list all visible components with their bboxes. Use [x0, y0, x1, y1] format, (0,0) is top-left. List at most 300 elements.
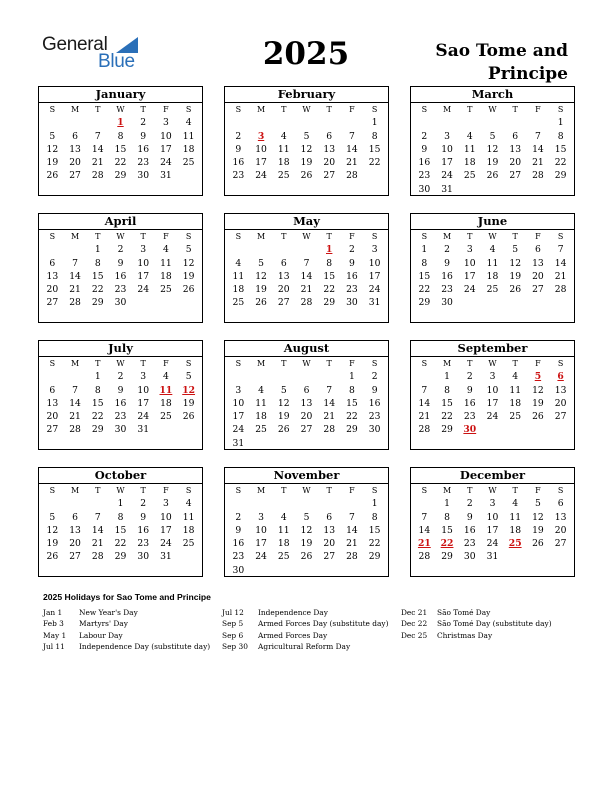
- day-cell: 12: [255, 270, 267, 282]
- day-cell: 15: [346, 397, 358, 409]
- empty-cell: [341, 497, 364, 510]
- empty-cell: [250, 116, 273, 129]
- day-cell: 5: [512, 244, 519, 256]
- empty-cell: [413, 370, 436, 383]
- day-cell: 11: [486, 257, 499, 269]
- holiday-date: Jul 12: [222, 608, 244, 617]
- weekday-header: S: [371, 359, 378, 368]
- day-cell: 25: [463, 170, 476, 182]
- day-grid: [225, 230, 388, 310]
- day-cell: 17: [486, 397, 499, 409]
- day-cell: 4: [489, 244, 496, 256]
- day-cell: 18: [277, 157, 290, 169]
- day-cell: 2: [421, 130, 428, 142]
- day-cell: 28: [346, 170, 358, 182]
- weekday-header: F: [349, 232, 355, 241]
- day-cell: 28: [69, 424, 81, 436]
- empty-cell: [318, 116, 341, 129]
- weekday-header: S: [235, 232, 242, 241]
- day-cell: 29: [91, 297, 104, 309]
- month-name: January: [39, 87, 202, 103]
- day-cell: 23: [232, 551, 245, 563]
- holiday-name: Independence Day (substitute day): [79, 641, 211, 651]
- day-cell: 18: [182, 524, 195, 536]
- month-november: [224, 467, 389, 577]
- day-cell: 25: [509, 411, 522, 423]
- day-cell: 8: [117, 511, 124, 523]
- day-cell: 27: [323, 170, 336, 182]
- day-cell: 16: [114, 397, 127, 409]
- day-grid: [39, 357, 202, 437]
- day-cell: 18: [160, 397, 172, 409]
- weekday-header: W: [116, 105, 125, 114]
- day-cell: 13: [323, 143, 336, 155]
- day-cell: 3: [444, 130, 450, 142]
- day-cell: 9: [421, 143, 428, 155]
- day-cell: 17: [255, 157, 267, 169]
- holiday-name: Labour Day: [79, 630, 123, 640]
- empty-cell: [295, 497, 318, 510]
- weekday-header: W: [116, 486, 125, 495]
- day-cell: 1: [348, 371, 355, 383]
- day-cell: 23: [368, 411, 381, 423]
- logo-word-blue: Blue: [98, 51, 135, 72]
- day-cell: 13: [300, 397, 313, 409]
- day-cell: 14: [532, 143, 544, 155]
- day-cell: 18: [463, 157, 476, 169]
- weekday-header: T: [467, 486, 473, 495]
- day-cell: 5: [185, 244, 192, 256]
- weekday-header: T: [512, 232, 518, 241]
- day-cell: 10: [137, 257, 150, 269]
- day-cell: 15: [368, 524, 381, 536]
- day-cell: 17: [232, 411, 245, 423]
- month-may: [224, 213, 389, 323]
- day-cell: 1: [371, 117, 378, 129]
- empty-cell: [272, 497, 295, 510]
- day-cell: 21: [346, 538, 358, 550]
- day-cell: 17: [368, 270, 381, 282]
- day-cell: 26: [300, 551, 313, 563]
- day-cell: 28: [91, 170, 104, 182]
- weekday-header: F: [349, 359, 355, 368]
- day-cell: 26: [182, 284, 195, 296]
- day-cell: 10: [486, 384, 499, 396]
- holiday-row: [43, 641, 210, 652]
- day-cell: 11: [509, 511, 522, 523]
- day-cell: 24: [368, 284, 381, 296]
- day-cell: 18: [277, 538, 290, 550]
- day-cell: 24: [463, 284, 476, 296]
- weekday-header: W: [302, 232, 311, 241]
- day-cell: 12: [300, 143, 313, 155]
- day-cell: 10: [160, 130, 172, 142]
- weekday-header: T: [281, 105, 287, 114]
- day-cell: 14: [69, 270, 81, 282]
- day-cell: 14: [346, 143, 358, 155]
- day-cell: 29: [554, 170, 567, 182]
- day-cell: 20: [532, 270, 544, 282]
- day-cell: 6: [72, 511, 78, 523]
- day-cell: 12: [46, 524, 59, 536]
- day-cell: 16: [463, 397, 476, 409]
- day-cell: 21: [300, 284, 313, 296]
- day-cell: 27: [323, 551, 336, 563]
- day-cell: 22: [418, 284, 431, 296]
- weekday-header: T: [281, 359, 287, 368]
- day-cell: 2: [466, 371, 473, 383]
- day-cell: 13: [69, 143, 81, 155]
- weekday-header: M: [442, 105, 452, 114]
- day-cell: 17: [463, 270, 476, 282]
- day-cell: 23: [114, 284, 127, 296]
- day-cell: 23: [232, 170, 245, 182]
- day-cell: 20: [46, 411, 59, 423]
- day-cell: 7: [348, 130, 355, 142]
- empty-cell: [86, 497, 109, 510]
- month-october: [38, 467, 203, 577]
- day-cell: 14: [418, 524, 431, 536]
- day-cell: 21: [69, 284, 81, 296]
- day-cell: 24: [441, 170, 453, 182]
- day-cell: 6: [280, 257, 287, 269]
- day-cell: 22: [346, 411, 358, 423]
- empty-cell: [227, 243, 250, 256]
- day-cell: 28: [300, 297, 313, 309]
- empty-cell: [272, 243, 295, 256]
- day-cell: 27: [300, 424, 313, 436]
- weekday-header: S: [185, 232, 192, 241]
- weekday-header: S: [185, 359, 192, 368]
- day-cell: 24: [486, 411, 499, 423]
- day-cell: 25: [160, 284, 172, 296]
- empty-cell: [64, 243, 87, 256]
- day-grid: [225, 103, 388, 183]
- empty-cell: [41, 497, 64, 510]
- day-cell: 14: [91, 143, 104, 155]
- day-cell: 21: [91, 157, 104, 169]
- weekday-header: T: [95, 486, 101, 495]
- day-cell: 10: [255, 143, 267, 155]
- day-cell: 7: [557, 244, 564, 256]
- day-cell: 28: [346, 551, 358, 563]
- day-cell: 3: [371, 244, 378, 256]
- day-cell: 22: [114, 157, 127, 169]
- day-cell: 4: [235, 257, 242, 269]
- weekday-header: S: [421, 232, 428, 241]
- weekday-header: S: [235, 359, 242, 368]
- day-cell: 30: [114, 424, 127, 436]
- weekday-header: T: [326, 105, 332, 114]
- holiday-name: Independence Day: [258, 608, 328, 617]
- holiday-row: [222, 618, 388, 629]
- empty-cell: [413, 497, 436, 510]
- day-cell: 9: [466, 511, 473, 523]
- month-name: June: [411, 214, 574, 230]
- day-cell: 12: [532, 511, 544, 523]
- day-cell: 7: [94, 511, 101, 523]
- holiday-column: [43, 607, 210, 652]
- day-cell: 4: [162, 371, 169, 383]
- holidays-title: 2025 Holidays for Sao Tome and Principe: [43, 592, 211, 602]
- day-cell: 10: [368, 257, 381, 269]
- weekday-header: W: [302, 486, 311, 495]
- month-name: December: [411, 468, 574, 484]
- day-cell: 23: [346, 284, 358, 296]
- day-cell: 10: [160, 511, 172, 523]
- day-cell: 8: [371, 511, 378, 523]
- day-cell: 20: [323, 157, 336, 169]
- weekday-header: T: [512, 105, 518, 114]
- day-cell: 7: [421, 511, 428, 523]
- day-cell: 22: [91, 284, 104, 296]
- holiday-name: Christmas Day: [437, 630, 493, 640]
- day-grid: [39, 230, 202, 310]
- day-grid: [411, 357, 574, 437]
- day-cell: 13: [509, 143, 522, 155]
- day-cell: 17: [486, 524, 499, 536]
- day-cell: 2: [444, 244, 450, 256]
- day-cell: 24: [255, 170, 267, 182]
- weekday-header: W: [302, 359, 311, 368]
- weekday-header: S: [557, 232, 564, 241]
- day-cell: 12: [277, 397, 290, 409]
- day-cell: 26: [46, 170, 59, 182]
- day-cell: 27: [69, 170, 81, 182]
- holiday-date: Sep 30: [222, 641, 248, 651]
- month-name: April: [39, 214, 202, 230]
- holiday-day-cell: 6: [557, 371, 564, 383]
- weekday-header: T: [326, 232, 332, 241]
- holiday-date: Sep 5: [222, 619, 244, 629]
- weekday-header: S: [49, 232, 56, 241]
- day-cell: 15: [554, 143, 567, 155]
- day-cell: 27: [46, 424, 59, 436]
- day-cell: 6: [326, 511, 333, 523]
- weekday-header: T: [467, 359, 473, 368]
- day-cell: 31: [368, 297, 381, 309]
- day-cell: 19: [46, 157, 59, 169]
- day-cell: 19: [300, 157, 313, 169]
- empty-cell: [64, 116, 87, 129]
- holiday-row: [43, 618, 210, 629]
- day-cell: 31: [137, 424, 150, 436]
- day-cell: 18: [509, 524, 522, 536]
- day-cell: 9: [371, 384, 378, 396]
- day-cell: 7: [72, 257, 78, 269]
- day-cell: 3: [466, 244, 473, 256]
- day-cell: 5: [303, 511, 310, 523]
- day-cell: 23: [463, 538, 476, 550]
- day-cell: 4: [512, 498, 519, 510]
- day-cell: 24: [137, 411, 150, 423]
- day-grid: [225, 357, 388, 450]
- day-cell: 10: [441, 143, 453, 155]
- empty-cell: [436, 116, 459, 129]
- day-cell: 22: [368, 157, 381, 169]
- day-cell: 12: [532, 384, 544, 396]
- holiday-day-cell: 3: [257, 130, 265, 142]
- holiday-date: Jan 1: [43, 608, 63, 617]
- day-cell: 22: [368, 538, 381, 550]
- day-cell: 16: [137, 143, 150, 155]
- holiday-day-cell: 21: [417, 538, 431, 550]
- day-cell: 18: [182, 143, 195, 155]
- day-cell: 11: [463, 143, 476, 155]
- holiday-day-cell: 1: [117, 117, 124, 129]
- day-cell: 4: [258, 384, 264, 396]
- day-cell: 8: [94, 257, 101, 269]
- month-name: September: [411, 341, 574, 357]
- weekday-header: T: [467, 105, 473, 114]
- holiday-row: [401, 618, 552, 629]
- day-cell: 23: [441, 284, 453, 296]
- empty-cell: [527, 116, 550, 129]
- day-cell: 2: [466, 498, 473, 510]
- day-cell: 11: [182, 511, 195, 523]
- day-cell: 13: [323, 524, 336, 536]
- weekday-header: S: [371, 105, 378, 114]
- weekday-header: F: [535, 105, 541, 114]
- day-cell: 8: [117, 130, 124, 142]
- weekday-header: S: [421, 105, 428, 114]
- day-cell: 7: [72, 384, 78, 396]
- holiday-row: [401, 630, 552, 641]
- day-cell: 2: [371, 371, 378, 383]
- day-cell: 15: [114, 524, 127, 536]
- day-cell: 29: [441, 424, 453, 436]
- day-cell: 19: [532, 524, 544, 536]
- weekday-header: T: [326, 359, 332, 368]
- day-cell: 20: [69, 538, 81, 550]
- day-cell: 10: [486, 511, 499, 523]
- weekday-header: W: [116, 359, 125, 368]
- weekday-header: F: [535, 486, 541, 495]
- day-cell: 9: [140, 130, 147, 142]
- month-name: August: [225, 341, 388, 357]
- weekday-header: S: [185, 105, 192, 114]
- day-cell: 7: [534, 130, 541, 142]
- weekday-header: W: [488, 105, 497, 114]
- day-grid: [225, 484, 388, 577]
- day-cell: 21: [69, 411, 81, 423]
- day-cell: 24: [255, 551, 267, 563]
- day-cell: 1: [444, 371, 450, 383]
- day-cell: 23: [137, 157, 150, 169]
- holiday-date: Feb 3: [43, 619, 64, 629]
- weekday-header: S: [371, 486, 378, 495]
- day-cell: 13: [46, 270, 59, 282]
- holiday-column: [401, 607, 552, 641]
- day-cell: 26: [255, 297, 267, 309]
- holiday-row: [401, 607, 552, 618]
- day-cell: 18: [160, 270, 172, 282]
- weekday-header: F: [163, 486, 169, 495]
- day-cell: 25: [182, 538, 195, 550]
- day-cell: 2: [117, 244, 124, 256]
- day-cell: 15: [368, 143, 381, 155]
- month-name: October: [39, 468, 202, 484]
- day-cell: 5: [49, 130, 56, 142]
- day-cell: 31: [486, 551, 499, 563]
- day-cell: 11: [509, 384, 522, 396]
- day-cell: 19: [509, 270, 522, 282]
- holiday-name: New Year's Day: [79, 608, 138, 617]
- day-cell: 7: [94, 130, 101, 142]
- day-cell: 4: [466, 130, 473, 142]
- day-cell: 7: [421, 384, 428, 396]
- weekday-header: M: [442, 486, 452, 495]
- day-cell: 24: [486, 538, 499, 550]
- day-cell: 9: [466, 384, 473, 396]
- weekday-header: W: [302, 105, 311, 114]
- day-cell: 3: [162, 498, 169, 510]
- country-name: Sao Tome and Principe: [435, 41, 568, 84]
- day-cell: 8: [444, 511, 450, 523]
- weekday-header: M: [70, 232, 80, 241]
- weekday-header: T: [95, 359, 101, 368]
- empty-cell: [41, 370, 64, 383]
- month-name: February: [225, 87, 388, 103]
- holiday-date: Dec 22: [401, 619, 428, 629]
- day-cell: 1: [94, 244, 101, 256]
- day-cell: 15: [323, 270, 336, 282]
- day-grid: [39, 484, 202, 564]
- day-cell: 3: [140, 371, 147, 383]
- weekday-header: F: [163, 359, 169, 368]
- empty-cell: [318, 497, 341, 510]
- day-cell: 29: [114, 170, 127, 182]
- day-cell: 4: [185, 117, 192, 129]
- day-cell: 19: [182, 397, 195, 409]
- day-cell: 9: [117, 257, 124, 269]
- empty-cell: [295, 116, 318, 129]
- weekday-header: M: [70, 486, 80, 495]
- day-cell: 26: [509, 284, 522, 296]
- weekday-header: M: [442, 359, 452, 368]
- weekday-header: S: [49, 486, 56, 495]
- day-cell: 28: [532, 170, 544, 182]
- day-cell: 20: [46, 284, 59, 296]
- day-cell: 10: [232, 397, 245, 409]
- weekday-header: S: [235, 105, 242, 114]
- day-cell: 17: [160, 524, 172, 536]
- day-cell: 30: [137, 551, 150, 563]
- day-cell: 13: [554, 511, 567, 523]
- day-cell: 27: [509, 170, 522, 182]
- day-cell: 8: [348, 384, 355, 396]
- day-cell: 24: [137, 284, 150, 296]
- day-cell: 22: [441, 411, 453, 423]
- empty-cell: [250, 243, 273, 256]
- day-cell: 11: [277, 524, 290, 536]
- weekday-header: S: [557, 359, 564, 368]
- day-cell: 16: [441, 270, 453, 282]
- month-february: [224, 86, 389, 196]
- day-cell: 20: [509, 157, 522, 169]
- day-cell: 26: [532, 411, 544, 423]
- day-cell: 14: [300, 270, 313, 282]
- month-december: [410, 467, 575, 577]
- day-cell: 22: [91, 411, 104, 423]
- day-cell: 11: [182, 130, 195, 142]
- holiday-day-cell: 12: [182, 384, 196, 396]
- day-cell: 6: [49, 384, 56, 396]
- day-cell: 31: [232, 437, 245, 449]
- day-cell: 1: [117, 498, 124, 510]
- holiday-name: Armed Forces Day: [258, 630, 328, 640]
- empty-cell: [272, 116, 295, 129]
